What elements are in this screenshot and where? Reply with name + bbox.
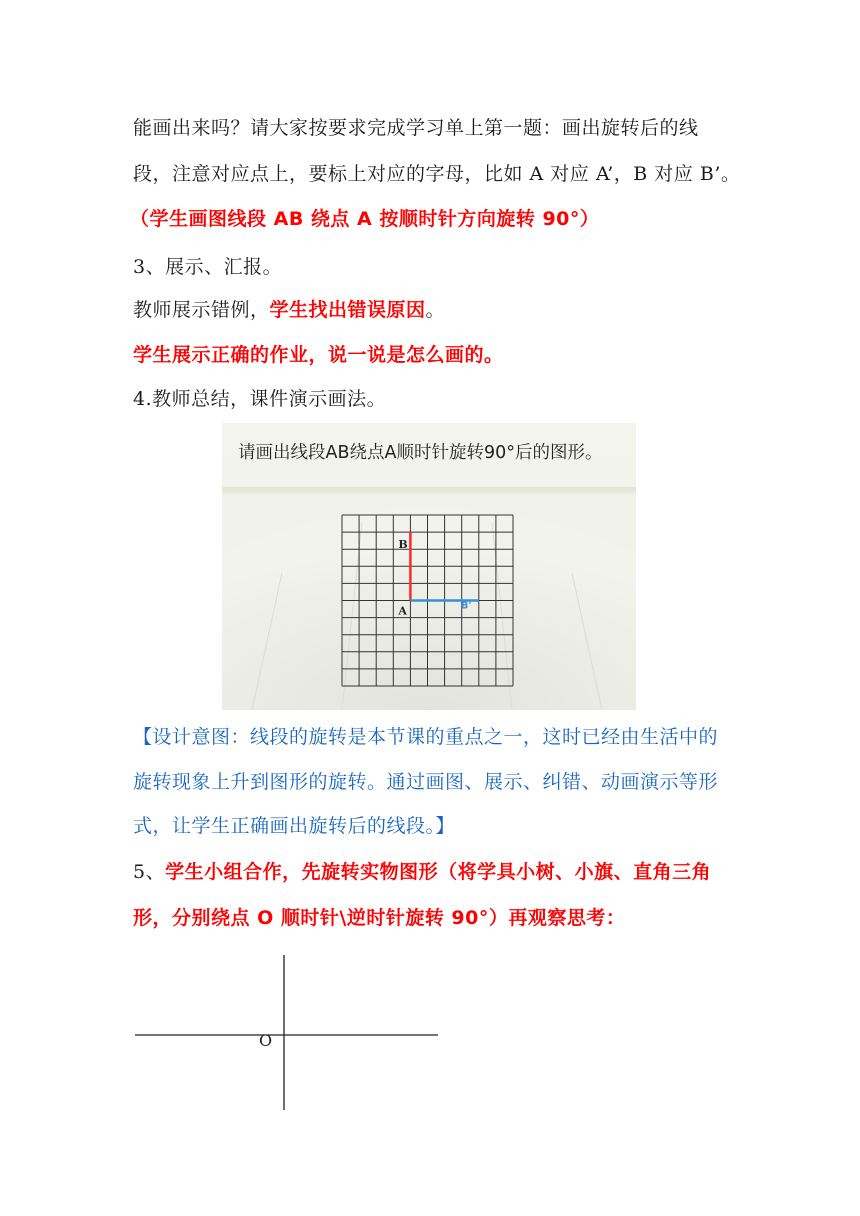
label-b-prime: B' <box>460 600 472 612</box>
activity-line: 形，分别绕点 O 顺时针\逆时针旋转 90°）再观察思考： <box>133 907 626 929</box>
section-heading-4: 4.教师总结，课件演示画法。 <box>133 388 387 410</box>
design-intent-line: 旋转现象上升到图形的旋转。通过画图、展示、纠错、动画演示等形 <box>133 771 719 793</box>
section-heading-3: 3、展示、汇报。 <box>133 256 283 278</box>
figure-title: 请画出线段AB绕点A顺时针旋转90°后的图形。 <box>238 443 603 463</box>
activity-number: 5、 <box>133 861 166 883</box>
label-a: A <box>398 604 407 618</box>
origin-label: O <box>259 1031 273 1050</box>
design-intent-line: 【设计意图：线段的旋转是本节课的重点之一，这时已经由生活中的 <box>133 726 719 748</box>
activity-text: 学生小组合作，先旋转实物图形（将学具小树、小旗、直角三角 <box>165 861 712 883</box>
teacher-text: 教师展示错例， <box>133 299 270 321</box>
design-intent-line: 式，让学生正确画出旋转后的线段。】 <box>133 815 456 837</box>
paragraph-line: 段，注意对应点上，要标上对应的字母，比如 A 对应 A’，B 对应 B’。 <box>133 163 741 185</box>
period: 。 <box>425 299 446 321</box>
label-b: B <box>398 538 408 552</box>
paragraph-line: 能画出来吗？请大家按要求完成学习单上第一题：画出旋转后的线 <box>133 117 699 139</box>
student-text: 学生找出错误原因 <box>269 299 426 321</box>
student-activity-note: （学生画图线段 AB 绕点 A 按顺时针方向旋转 90°） <box>130 208 600 230</box>
student-activity-note: 学生展示正确的作业，说一说是怎么画的。 <box>133 344 504 366</box>
